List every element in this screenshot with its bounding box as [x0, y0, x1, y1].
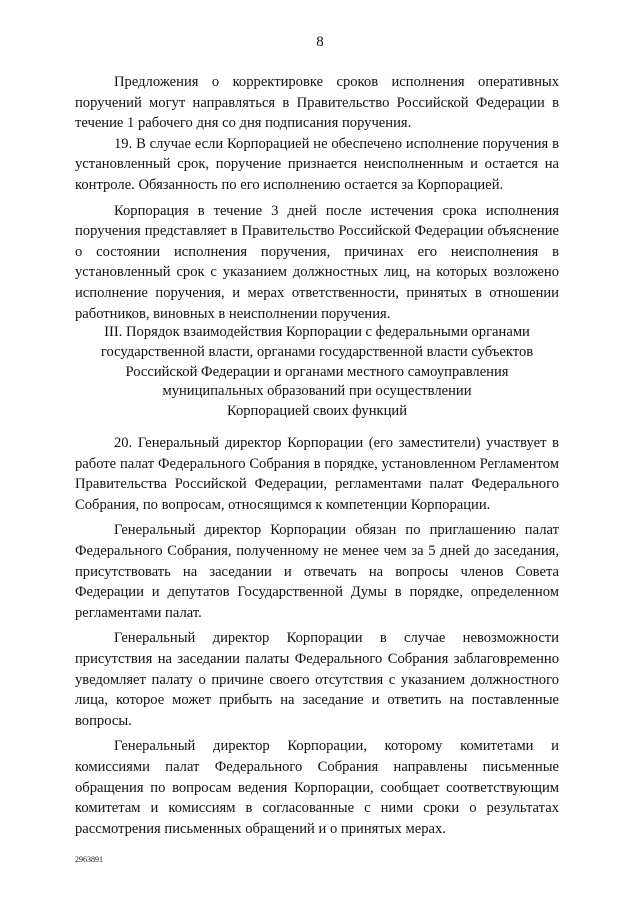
paragraph-explanation: Корпорация в течение 3 дней после истечения срока исполнения поручения представляет в Правительство Российской Федерации объяснение о состоянии исполнения поручения, причинах его неисполнения в установленный срок с указанием должностных лиц, на которых возложено исполнение поручения, и мерах ответственности, принятых в отношении работников, виновных в неисполнении поручения. — [75, 202, 559, 322]
section-heading-line: муниципальных образований при осуществлении — [162, 383, 472, 400]
text-block-top — [75, 72, 559, 324]
document-code: 2963891 — [75, 855, 103, 864]
section-heading-line: Корпорацией своих функций — [226, 403, 408, 420]
paragraph-20: 20. Генеральный директор Корпорации (его заместители) участвует в работе палат Федерального Собрания в порядке, установленном Регламентом Правительства Российской Федерации, регламентами палат Федерального Собрания, по вопросам, относящимся к компетенции Корпорации. — [75, 435, 559, 513]
paragraph-absence: Генеральный директор Корпорации в случае невозможности присутствия на заседании палаты Федерального Собрания заблаговременно уведомляет палату о причине своего отсутствия с указанием должностного лица, которое может прибыть на заседание и ответить на поставленные вопросы. — [75, 630, 559, 729]
paragraph-invitation: Генеральный директор Корпорации обязан по приглашению палат Федерального Собрания, полученному не менее чем за 5 дней до заседания, присутствовать на заседании и отвечать на вопросы членов Совета Федерации и депутатов Государственной Думы в порядке, определенном регламентами палат. — [75, 522, 559, 621]
page-number: 8 — [316, 34, 324, 50]
section-heading-iii — [75, 323, 559, 422]
paragraph-19: 19. В случае если Корпорацией не обеспечено исполнение поручения в установленный срок, поручение признается неисполненным и остается на контроле. Обязанность по его исполнению остается за Корпорацией. — [75, 135, 559, 193]
text-block-bottom — [75, 433, 559, 839]
section-heading-line: III. Порядок взаимодействия Корпорации с федеральными органами — [104, 324, 530, 340]
paragraph-written-requests: Генеральный директор Корпорации, которому комитетами и комиссиями палат Федерального Собрания направлены письменные обращения по вопросам ведения Корпорации, сообщает соответствующим комитетам и комиссиям в согласованные с ними сроки о результатах рассмотрения письменных обращений и о принятых мерах. — [75, 738, 559, 837]
paragraph-deadline-proposals: Предложения о корректировке сроков исполнения оперативных поручений могут направляться в Правительство Российской Федерации в течение 1 рабочего дня со дня подписания поручения. — [75, 74, 559, 132]
section-heading-line: Российской Федерации и органами местного самоуправления — [125, 363, 509, 380]
section-heading-line: государственной власти, органами государственной власти субъектов — [100, 343, 534, 360]
